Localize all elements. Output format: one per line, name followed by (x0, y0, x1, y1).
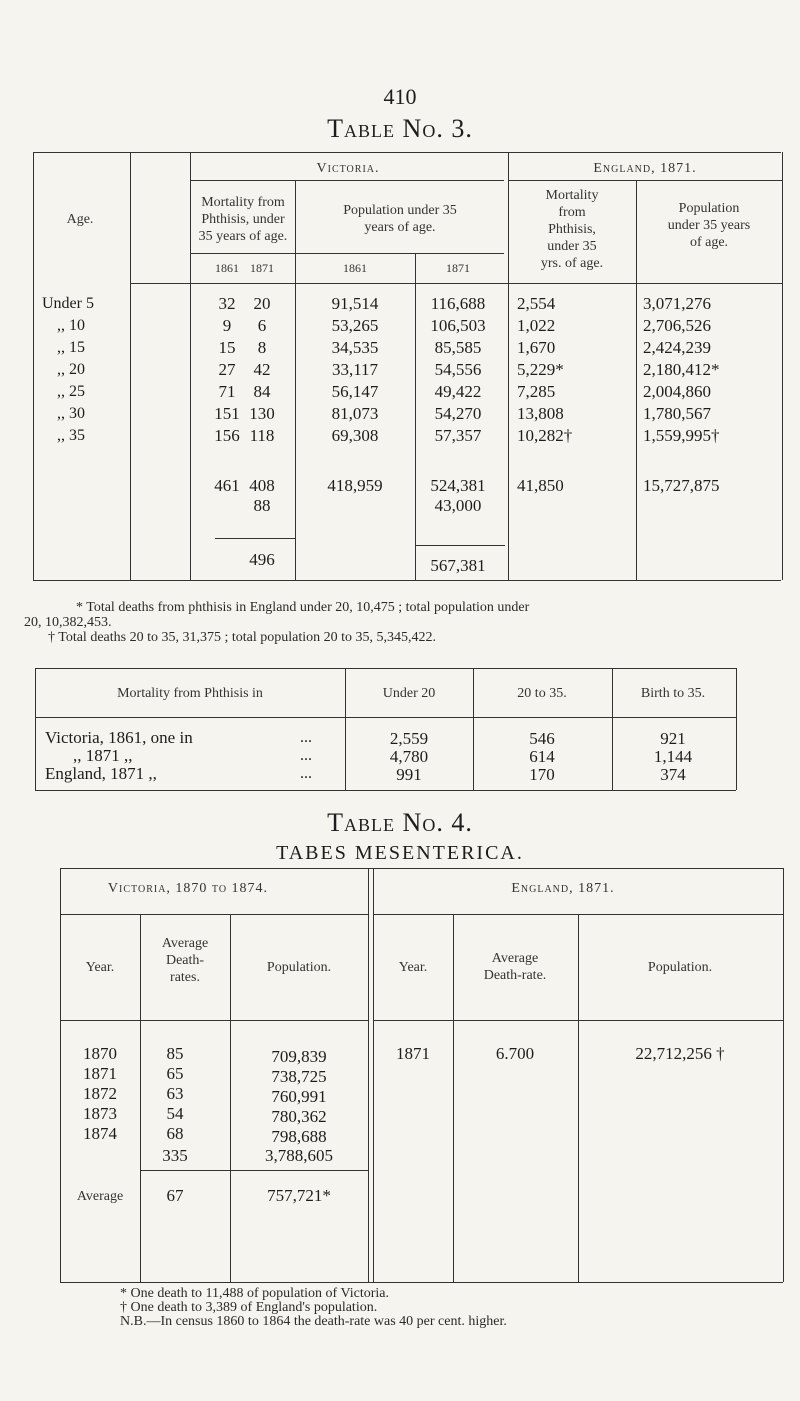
header-england-year: Year. (398, 960, 428, 975)
total-mortality-1861: 461 (214, 476, 240, 495)
mortality-1871-cell: 130 (249, 404, 275, 423)
footnote-1-continued: 20, 10,382,453. (24, 615, 112, 630)
mortality-england-cell: 5,229* (517, 360, 564, 379)
header-age: Age. (66, 212, 94, 227)
population-1871-cell: 54,270 (434, 404, 482, 423)
population-1861-cell: 56,147 (331, 382, 379, 401)
mortality-1871-cell: 118 (249, 426, 275, 445)
header-under-20: Under 20 (382, 686, 436, 701)
population-cell: 738,725 (271, 1067, 327, 1086)
additional-mortality-1871: 88 (253, 496, 271, 515)
mortality-1861-cell: 71 (218, 382, 236, 401)
header-mortality-victoria: Mortality from Phthisis, under 35 years of age. (198, 195, 288, 244)
header-pop-year-1871: 1871 (446, 261, 470, 275)
total-population-england: 15,727,875 (643, 476, 720, 495)
population-1871-cell: 85,585 (434, 338, 482, 357)
population-1861-cell: 33,117 (331, 360, 379, 379)
summary-row-label: Victoria, 1861, one in (45, 728, 193, 747)
header-year-1871: 1871 (250, 261, 274, 275)
mortality-1861-cell: 151 (214, 404, 240, 423)
population-1871-cell: 54,556 (434, 360, 482, 379)
summary-leader-dots: ... (300, 765, 312, 782)
summary-birth-to-35-cell: 921 (660, 729, 686, 748)
summary-row-label: ,, 1871 ,, (73, 746, 133, 765)
population-cell: 709,839 (271, 1047, 327, 1066)
mortality-1861-cell: 32 (218, 294, 236, 313)
header-england-1871: England, 1871. (511, 881, 615, 896)
year-cell: 1870 (83, 1044, 117, 1063)
summary-under-20-cell: 991 (396, 765, 422, 784)
total-population-1871: 524,381 (430, 476, 486, 495)
header-20-to-35: 20 to 35. (517, 686, 567, 701)
death-rate-cell: 85 (166, 1044, 184, 1063)
mortality-1871-cell: 8 (257, 338, 267, 357)
mortality-england-cell: 10,282† (517, 426, 573, 445)
mortality-1871-cell: 42 (253, 360, 271, 379)
mortality-1861-cell: 9 (222, 316, 232, 335)
total-population: 3,788,605 (265, 1146, 333, 1165)
age-label: ,, 35 (57, 427, 85, 444)
mortality-england-cell: 13,808 (517, 404, 564, 423)
header-year-1861: 1861 (215, 261, 239, 275)
header-victoria-1870-1874: Victoria, 1870 to 1874. (107, 881, 269, 896)
mortality-1861-cell: 27 (218, 360, 236, 379)
summary-birth-to-35-cell: 1,144 (653, 747, 693, 766)
age-label: ,, 20 (57, 361, 85, 378)
population-england-cell: 2,706,526 (643, 316, 711, 335)
population-1871-cell: 116,688 (430, 294, 486, 313)
england-year-cell: 1871 (396, 1044, 430, 1063)
year-cell: 1874 (83, 1124, 117, 1143)
summary-under-20-cell: 4,780 (389, 747, 429, 766)
summary-leader-dots: ... (300, 729, 312, 746)
grand-total-mortality-1871: 496 (249, 550, 275, 569)
table-3-title: Table No. 3. (327, 114, 473, 143)
table-3-header-bottom (130, 283, 782, 284)
summary-birth-to-35-cell: 374 (660, 765, 686, 784)
population-england-cell: 1,780,567 (643, 404, 711, 423)
table-4-note-2: † One death to 3,389 of England's population. (120, 1300, 378, 1315)
population-england-cell: 1,559,995† (643, 426, 720, 445)
population-1871-cell: 106,503 (430, 316, 486, 335)
england-death-rate-cell: 6.700 (495, 1044, 535, 1063)
summary-20-to-35-cell: 614 (529, 747, 555, 766)
year-cell: 1872 (83, 1084, 117, 1103)
population-cell: 780,362 (271, 1107, 327, 1126)
mortality-1871-cell: 20 (253, 294, 271, 313)
population-1861-cell: 81,073 (331, 404, 379, 423)
mortality-1861-cell: 15 (218, 338, 236, 357)
summary-leader-dots: ... (300, 747, 312, 764)
mortality-england-cell: 1,670 (517, 338, 556, 357)
population-1871-cell: 49,422 (434, 382, 482, 401)
page-number: 410 (383, 84, 417, 109)
population-1861-cell: 91,514 (331, 294, 379, 313)
average-population: 757,721* (267, 1186, 331, 1205)
average-label: Average (76, 1189, 124, 1204)
header-england-1871: England, 1871. (593, 161, 697, 176)
age-label: ,, 30 (57, 405, 85, 422)
header-england-average-death-rate: Average Death-rate. (483, 951, 547, 983)
table-4-title: Table No. 4. (327, 808, 473, 837)
total-death-rate: 335 (162, 1146, 188, 1165)
population-1861-cell: 53,265 (331, 316, 379, 335)
population-england-cell: 2,004,860 (643, 382, 711, 401)
population-1861-cell: 69,308 (331, 426, 379, 445)
age-label: ,, 15 (57, 339, 85, 356)
population-cell: 760,991 (271, 1087, 327, 1106)
header-mortality-from-phthisis: Mortality from Phthisis in (117, 686, 263, 701)
death-rate-cell: 68 (166, 1124, 184, 1143)
population-1861-cell: 34,535 (331, 338, 379, 357)
header-mortality-england: Mortality from Phthisis, under 35 yrs. of age. (540, 188, 604, 271)
table-4-note-1: * One death to 11,488 of population of Victoria. (120, 1286, 389, 1301)
mortality-england-cell: 2,554 (517, 294, 556, 313)
population-1871-cell: 57,357 (434, 426, 482, 445)
mortality-1861-cell: 156 (214, 426, 240, 445)
header-victoria: Victoria. (316, 161, 380, 176)
additional-population-1871: 43,000 (434, 496, 482, 515)
header-pop-year-1861: 1861 (343, 261, 367, 275)
year-cell: 1871 (83, 1064, 117, 1083)
summary-20-to-35-cell: 170 (529, 765, 555, 784)
death-rate-cell: 65 (166, 1064, 184, 1083)
age-label: ,, 10 (57, 317, 85, 334)
total-mortality-1871: 408 (249, 476, 275, 495)
death-rate-cell: 63 (166, 1084, 184, 1103)
average-death-rate: 67 (166, 1186, 184, 1205)
year-cell: 1873 (83, 1104, 117, 1123)
population-england-cell: 2,180,412* (643, 360, 720, 379)
table-4-subtitle: TABES MESENTERICA. (276, 842, 524, 864)
header-population-victoria: Population under 35 years of age. (343, 203, 457, 235)
table-4-note-3: N.B.—In census 1860 to 1864 the death-rate was 40 per cent. higher. (120, 1314, 507, 1329)
england-population-cell: 22,712,256 † (635, 1044, 725, 1063)
summary-row-label: England, 1871 ,, (45, 764, 157, 783)
header-england-population: Population. (647, 960, 713, 975)
population-cell: 798,688 (271, 1127, 327, 1146)
population-england-cell: 2,424,239 (643, 338, 711, 357)
population-england-cell: 3,071,276 (643, 294, 711, 313)
mortality-1871-cell: 84 (253, 382, 271, 401)
header-population-england: Population under 35 years of age. (667, 201, 751, 250)
mortality-england-cell: 7,285 (517, 382, 556, 401)
grand-total-population-1871: 567,381 (430, 556, 486, 575)
header-average-death-rates: Average Death- rates. (161, 936, 209, 985)
death-rate-cell: 54 (166, 1104, 184, 1123)
age-label: Under 5 (42, 295, 94, 312)
mortality-1871-cell: 6 (257, 316, 267, 335)
mortality-england-cell: 1,022 (517, 316, 556, 335)
summary-20-to-35-cell: 546 (529, 729, 555, 748)
header-population: Population. (266, 960, 332, 975)
footnote-1: * Total deaths from phthisis in England under 20, 10,475 ; total population under (76, 600, 530, 615)
header-year: Year. (85, 960, 115, 975)
footnote-2: † Total deaths 20 to 35, 31,375 ; total population 20 to 35, 5,345,422. (48, 630, 437, 645)
header-birth-to-35: Birth to 35. (640, 686, 706, 701)
summary-under-20-cell: 2,559 (389, 729, 429, 748)
total-mortality-england: 41,850 (517, 476, 564, 495)
age-label: ,, 25 (57, 383, 85, 400)
total-population-1861: 418,959 (327, 476, 383, 495)
